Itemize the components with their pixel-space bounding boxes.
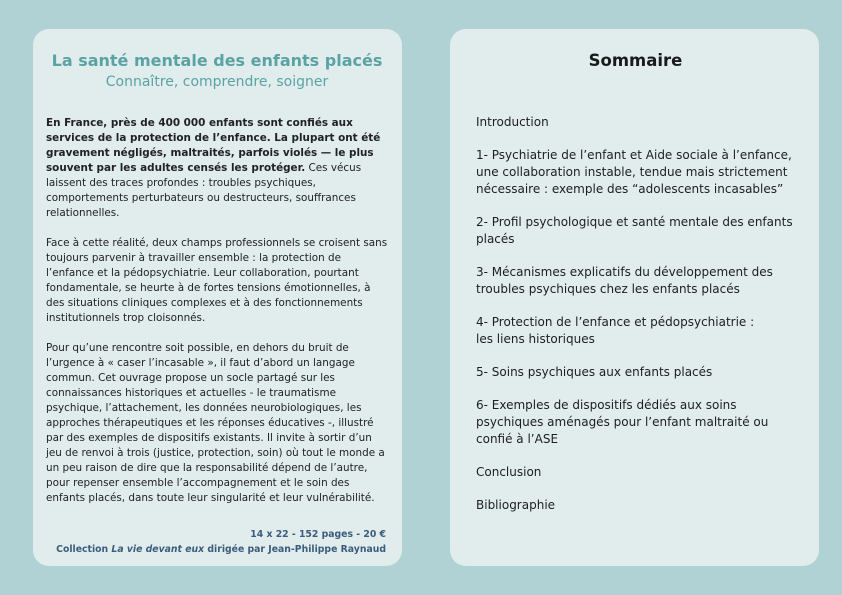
intro-rest-text: Ces vécus laissent des traces profondes : troubles psychiques, comportements perturbateurs ou destructeurs, souffrances relationnelles. [46,162,362,219]
toc-list [476,114,795,514]
book-subtitle: Connaître, comprendre, soigner [105,74,329,90]
toc-item: Bibliographie [476,498,556,512]
book-meta [56,527,386,557]
intro-bold-text: En France, près de 400 000 enfants sont confiés aux services de la protection de l’enfance. La plupart ont été gravement négligés, maltraités, parfois violés — le plus souvent par les adultes censés les protéger. [46,117,381,174]
book-title: La santé mentale des enfants placés [51,51,383,70]
toc-item: Introduction [476,115,549,129]
toc-item: 4- Protection de l’enfance et pédopsychiatrie : les liens historiques [476,315,755,346]
toc-item: Conclusion [476,465,542,479]
collection-name: La vie devant eux [111,544,205,555]
table-of-contents-card [450,29,819,566]
toc-item: 3- Mécanismes explicatifs du développement des troubles psychiques chez les enfants placés [476,265,773,296]
collection-suffix: dirigée par Jean-Philippe Raynaud [204,544,386,555]
toc-title: Sommaire [588,51,683,70]
third-paragraph: Pour qu’une rencontre soit possible, en dehors du bruit de l’urgence à « caser l’incasable », il faut d’abord un langage commun. Cet ouvrage propose un socle partagé sur les connaissances historiques et actuelles - le traumatisme psychique, l’attachement, les données neurobiologiques, les approches thérapeutiques et les réponses éducatives -, illustré par des exemples de dispositifs existants. Il invite à sortir d’un jeu de renvoi à trois (justice, protection, soin) où tout le monde a un peu raison de dire que la responsabilité dépend de l’autre, pour repenser ensemble l’accompagnement et le soin des enfants placés, dans toute leur singularité et leur vulnérabilité. [46,342,385,504]
collection-prefix: Collection [56,544,112,555]
book-summary-card [33,29,402,566]
book-specs: 14 x 22 - 152 pages - 20 € [250,529,386,540]
toc-item: 2- Profil psychologique et santé mentale des enfants placés [476,215,793,246]
second-paragraph: Face à cette réalité, deux champs professionnels se croisent sans toujours parvenir à travailler ensemble : la protection de l’enfance et la pédopsychiatrie. Leur collaboration, pourtant fondamentale, se heurte à de fortes tensions émotionnelles, à des situations cliniques complexes et à des fonctionnements institutionnels trop cloisonnés. [46,237,388,324]
intro-paragraph [46,116,388,221]
book-collection [56,542,386,557]
toc-item: 5- Soins psychiques aux enfants placés [476,365,713,379]
toc-item: 6- Exemples de dispositifs dédiés aux soins psychiques aménagés pour l’enfant maltraité ou confié à l’ASE [476,398,769,446]
toc-item: 1- Psychiatrie de l’enfant et Aide sociale à l’enfance, une collaboration instable, tendue mais strictement nécessaire : exemple des “adolescents incasables” [476,148,792,196]
